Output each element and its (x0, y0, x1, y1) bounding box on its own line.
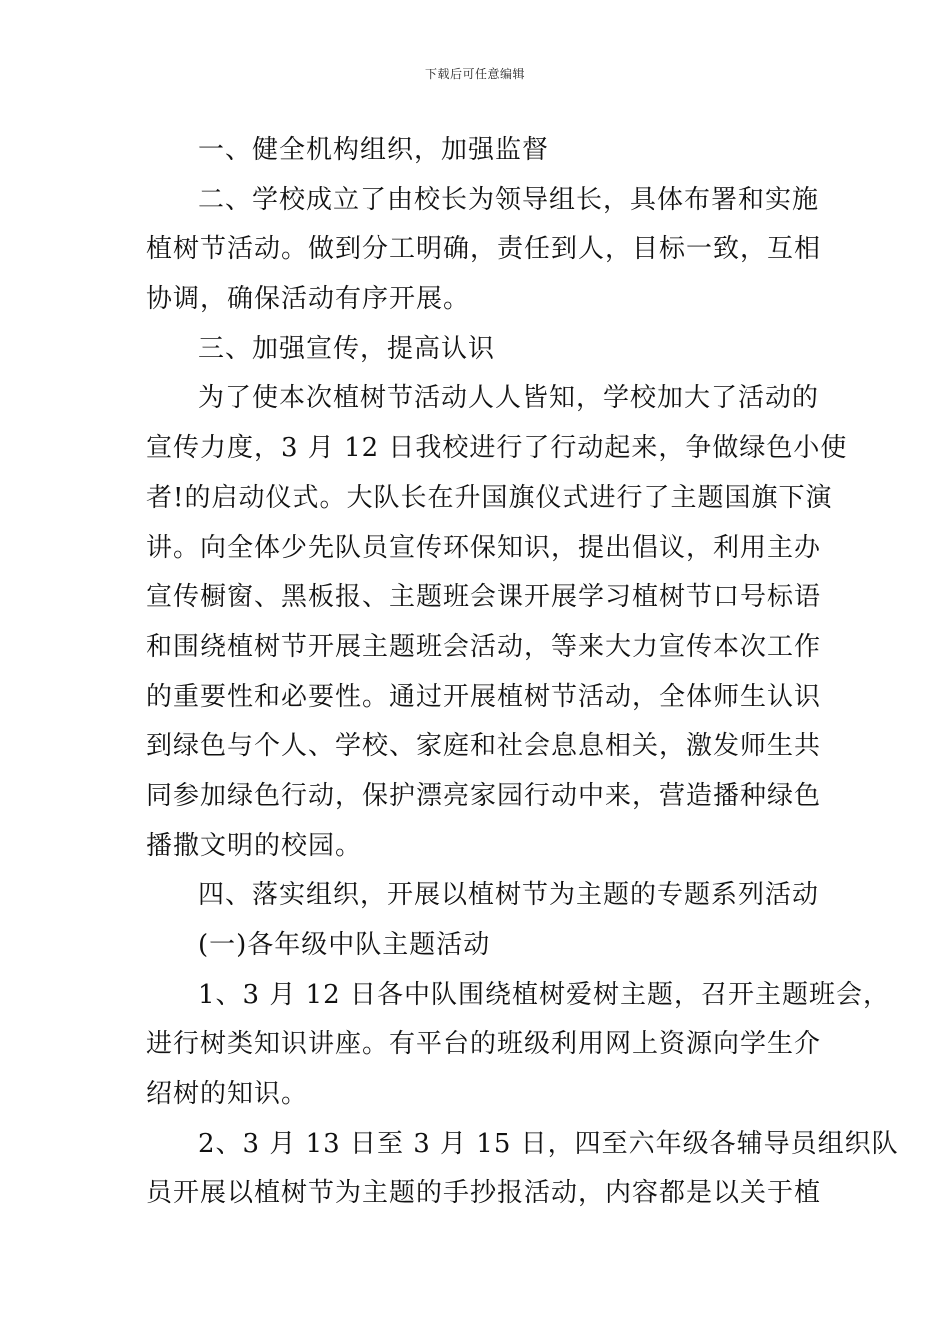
text-line: 二、学校成立了由校长为领导组长，具体布署和实施 (198, 184, 820, 215)
text-line: 员开展以植树节为主题的手抄报活动，内容都是以关于植 (146, 1178, 822, 1209)
text-line: 四、落实组织，开展以植树节为主题的专题系列活动 (198, 880, 820, 911)
text-line: 协调，确保活动有序开展。 (146, 284, 471, 315)
text-line: 和围绕植树节开展主题班会活动，等来大力宣传本次工作 (146, 631, 822, 662)
text-line: 宣传力度，3 月 12 日我校进行了行动起来，争做绿色小使 (146, 433, 848, 464)
text-line: 进行树类知识讲座。有平台的班级利用网上资源向学生介 (146, 1029, 822, 1060)
text-line: 绍树的知识。 (146, 1079, 309, 1110)
text-line: 三、加强宣传，提高认识 (198, 333, 496, 364)
text-line: 植树节活动。做到分工明确，责任到人，目标一致，互相 (146, 234, 822, 265)
document-body (146, 126, 899, 1219)
text-line: 讲。向全体少先队员宣传环保知识，提出倡议，利用主办 (146, 532, 822, 563)
text-line: (一)各年级中队主题活动 (198, 930, 491, 960)
text-line: 播撒文明的校园。 (146, 830, 363, 861)
text-line: 1、3 月 12 日各中队围绕植树爱树主题，召开主题班会， (198, 979, 890, 1010)
text-line: 同参加绿色行动，保护漂亮家园行动中来，营造播种绿色 (146, 780, 822, 811)
text-line: 为了使本次植树节活动人人皆知，学校加大了活动的 (198, 383, 820, 414)
text-line: 到绿色与个人、学校、家庭和社会息息相关，激发师生共 (146, 731, 822, 762)
text-line: 宣传橱窗、黑板报、主题班会课开展学习植树节口号标语 (146, 582, 822, 613)
text-line: 2、3 月 13 日至 3 月 15 日，四至六年级各辅导员组织队 (198, 1128, 899, 1159)
text-line: 的重要性和必要性。通过开展植树节活动，全体师生认识 (146, 681, 822, 712)
text-line: 者!的启动仪式。大队长在升国旗仪式进行了主题国旗下演 (146, 482, 833, 513)
text-line: 一、健全机构组织，加强监督 (198, 135, 550, 165)
page-header-note: 下载后可任意编辑 (424, 67, 525, 81)
